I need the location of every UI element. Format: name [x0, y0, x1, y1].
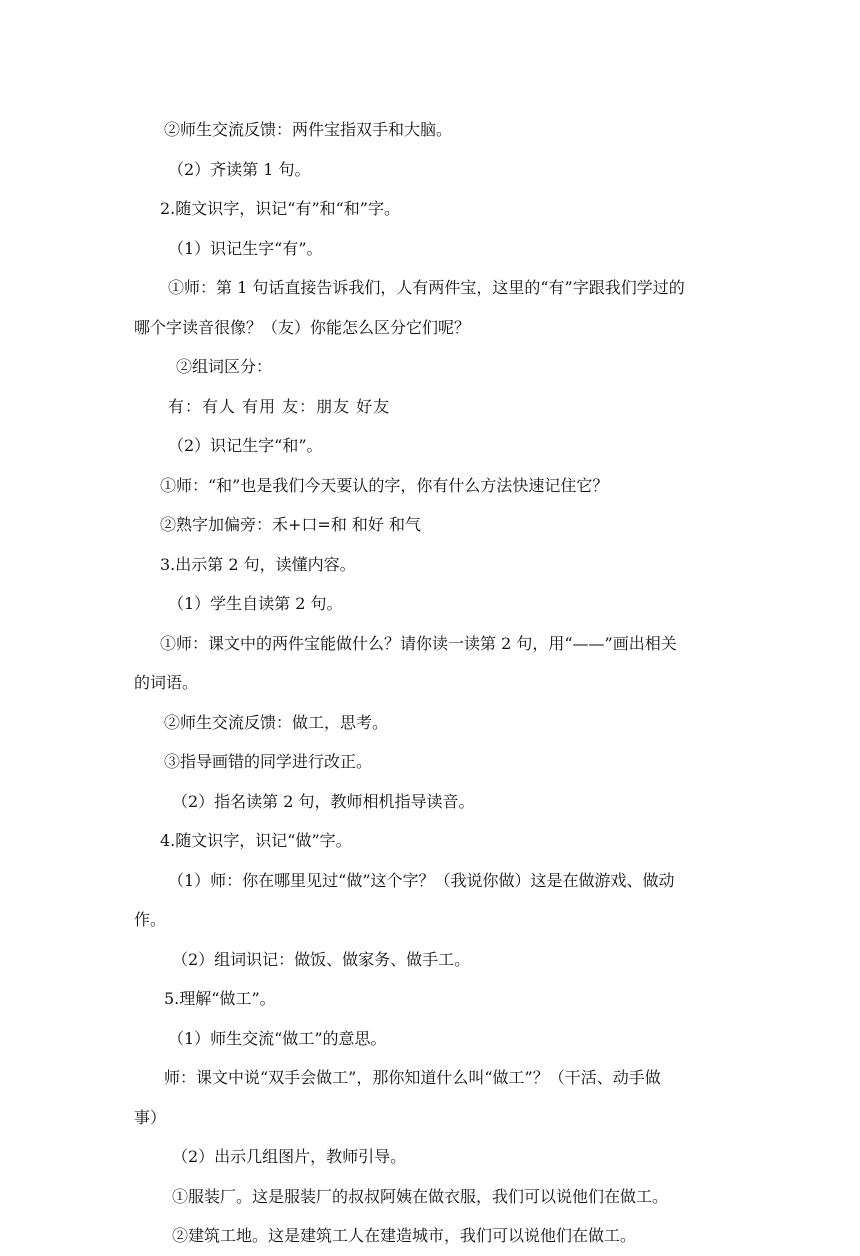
paragraph-line: ①师：课文中的两件宝能做什么？请你读一读第 2 句，用“——”画出相关	[160, 633, 677, 653]
paragraph-line: 作。	[134, 910, 167, 929]
paragraph-line: ②熟字加偏旁：禾+口=和 和好 和气	[160, 515, 421, 534]
paragraph-line: 事）	[134, 1107, 167, 1127]
paragraph-line: （2）齐读第 1 句。	[168, 159, 311, 179]
paragraph-line: （2）识记生字“和”。	[168, 436, 323, 455]
paragraph-line: ②组词区分：	[176, 357, 273, 376]
paragraph-line: ②建筑工地。这是建筑工人在建造城市，我们可以说他们在做工。	[172, 1226, 637, 1245]
paragraph-line: 的词语。	[134, 673, 199, 692]
paragraph-line: （1）识记生字“有”。	[168, 238, 323, 258]
paragraph-line: ②师生交流反馈：做工，思考。	[164, 712, 389, 732]
paragraph-line: （1）师：你在哪里见过“做”这个字？（我说你做）这是在做游戏、做动	[168, 870, 675, 890]
paragraph-line: （1）师生交流“做工”的意思。	[168, 1028, 387, 1048]
section-heading: 4.随文识字，识记“做”字。	[160, 831, 352, 850]
paragraph-line: 有：有人 有用 友：朋友 好友	[168, 396, 391, 416]
section-heading: 5.理解“做工”。	[164, 989, 276, 1008]
paragraph-line: （1）学生自读第 2 句。	[168, 594, 343, 613]
paragraph-line: ③指导画错的同学进行改正。	[164, 752, 373, 771]
paragraph-line: 哪个字读音很像？（友）你能怎么区分它们呢？	[134, 317, 471, 337]
paragraph-line: 师：课文中说“双手会做工”，那你知道什么叫“做工”？（干活、动手做	[164, 1068, 661, 1087]
section-heading: 3.出示第 2 句，读懂内容。	[160, 554, 356, 574]
paragraph-line: （2）组词识记：做饭、做家务、做手工。	[172, 949, 471, 969]
section-heading: 2.随文识字，识记“有”和“和”字。	[160, 199, 400, 218]
paragraph-line: （2）出示几组图片，教师引导。	[172, 1147, 407, 1166]
paragraph-line: ①师：第 1 句话直接告诉我们，人有两件宝，这里的“有”字跟我们学过的	[168, 278, 685, 297]
paragraph-line: （2）指名读第 2 句，教师相机指导读音。	[172, 791, 475, 811]
paragraph-line: ②师生交流反馈：两件宝指双手和大脑。	[164, 120, 453, 139]
paragraph-line: ①服装厂。这是服装厂的叔叔阿姨在做衣服，我们可以说他们在做工。	[172, 1186, 669, 1206]
document-body	[134, 110, 734, 1256]
paragraph-line: ①师：“和”也是我们今天要认的字，你有什么方法快速记住它？	[160, 475, 609, 495]
